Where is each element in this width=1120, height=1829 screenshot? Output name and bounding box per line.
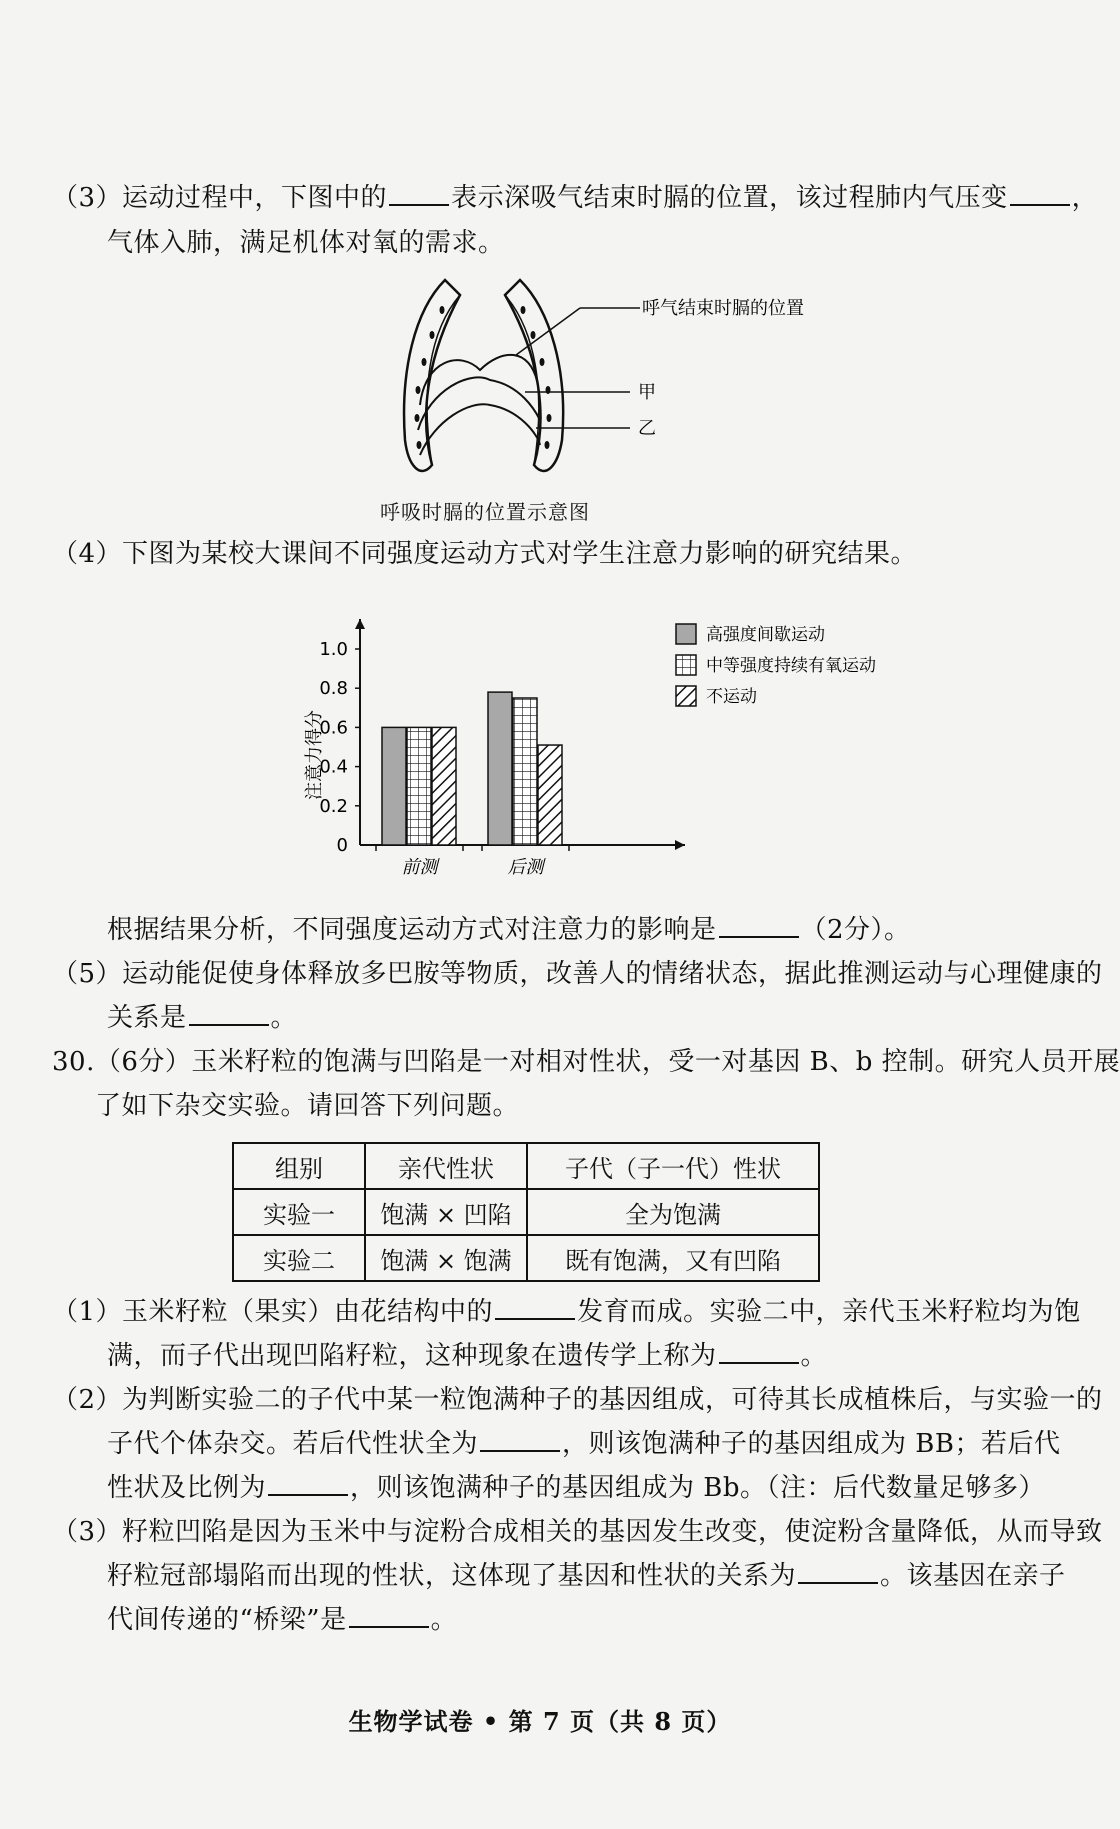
diaphragm-yi-curve	[420, 404, 540, 455]
legend-label: 中等强度持续有氧运动	[706, 656, 876, 676]
y-ticks	[319, 639, 360, 856]
cross-experiment-table	[232, 1142, 820, 1282]
diaphragm-figure	[390, 270, 850, 490]
answer-blank[interactable]	[268, 1470, 348, 1496]
y-tick-label: 0.4	[319, 756, 348, 778]
q30-number: 30.	[52, 1047, 95, 1077]
label-yi: 乙	[638, 418, 656, 439]
y-tick-label: 0.6	[319, 717, 348, 739]
bar	[538, 745, 562, 845]
q30-3-line2: 籽粒冠部塌陷而出现的性状，这体现了基因和性状的关系为 。该基因在亲子	[107, 1558, 1066, 1594]
y-tick-label: 1.0	[319, 639, 348, 660]
table-row: 实验一 饱满 × 凹陷 全为饱满	[233, 1189, 819, 1235]
legend-label: 高强度间歇运动	[706, 625, 825, 645]
q29-5-line1: （5）运动能促使身体释放多巴胺等物质，改善人的情绪状态，据此推测运动与心理健康的	[52, 959, 1103, 989]
attention-bar-chart	[290, 595, 930, 905]
y-tick-label: 0.2	[319, 795, 348, 817]
answer-blank[interactable]	[480, 1426, 560, 1452]
y-axis-arrow	[355, 619, 365, 629]
diaphragm-caption: 呼吸时膈的位置示意图	[380, 500, 590, 524]
q30-2-line3: 性状及比例为 ，则该饱满种子的基因组成为 Bb。（注：后代数量足够多）	[107, 1470, 1045, 1506]
x-category-label: 后测	[507, 857, 544, 878]
legend-swatch	[676, 686, 696, 706]
legend-swatch	[676, 655, 696, 675]
y-tick-label: 0	[336, 835, 348, 856]
bar	[407, 727, 431, 845]
q29-3-line1: （3）运动过程中，下图中的 表示深吸气结束时膈的位置，该过程肺内气压变 ，	[52, 180, 1098, 216]
table-header-row: 组别 亲代性状 子代（子一代）性状	[233, 1143, 819, 1189]
q30-line2: 了如下杂交实验。请回答下列问题。	[95, 1091, 520, 1121]
label-jia: 甲	[638, 382, 656, 403]
answer-blank[interactable]	[389, 180, 449, 206]
answer-blank[interactable]	[719, 912, 799, 938]
q29-3-prefix: （3）	[52, 183, 123, 213]
q30-2-line1: （2）为判断实验二的子代中某一粒饱满种子的基因组成，可待其长成植株后，与实验一的	[52, 1385, 1103, 1415]
y-axis-label: 注意力得分	[304, 710, 325, 800]
x-category-label: 前测	[401, 857, 438, 878]
answer-blank[interactable]	[189, 1000, 269, 1026]
q29-4-analysis: 根据结果分析，不同强度运动方式对注意力的影响是 （2分）。	[107, 912, 911, 948]
bar	[382, 727, 406, 845]
legend-label: 不运动	[706, 687, 757, 707]
q29-5-line2: 关系是 。	[107, 1000, 297, 1036]
answer-blank[interactable]	[349, 1602, 429, 1628]
legend-swatch	[676, 624, 696, 644]
q30-1-line2: 满，而子代出现凹陷籽粒，这种现象在遗传学上称为 。	[107, 1338, 827, 1374]
y-tick-label: 0.8	[319, 678, 348, 700]
legend	[676, 624, 876, 707]
label-exhale-position: 呼气结束时膈的位置	[642, 298, 804, 319]
q30-3-line1: （3）籽粒凹陷是因为玉米中与淀粉合成相关的基因发生改变，使淀粉含量降低，从而导致	[52, 1517, 1103, 1547]
q29-3-line2: 气体入肺，满足机体对氧的需求。	[107, 228, 505, 258]
bar	[432, 727, 456, 845]
page-footer: 生物学试卷 • 第 7 页（共 8 页）	[348, 1707, 732, 1736]
answer-blank[interactable]	[719, 1338, 799, 1364]
x-categories	[376, 845, 569, 878]
answer-blank[interactable]	[1010, 180, 1070, 206]
bar	[488, 692, 512, 845]
table-row: 实验二 饱满 × 饱满 既有饱满，又有凹陷	[233, 1235, 819, 1281]
q30-line1: 30.（6分）玉米籽粒的饱满与凹陷是一对相对性状，受一对基因 B、b 控制。研究人员开展	[52, 1047, 1120, 1077]
answer-blank[interactable]	[798, 1558, 878, 1584]
bar	[513, 698, 537, 845]
q30-2-line2: 子代个体杂交。若后代性状全为 ，则该饱满种子的基因组成为 BB；若后代	[107, 1426, 1061, 1462]
answer-blank[interactable]	[495, 1294, 575, 1320]
q30-3-line3: 代间传递的“桥梁”是 。	[107, 1602, 457, 1638]
bars	[382, 692, 562, 845]
q29-4-line: （4）下图为某校大课间不同强度运动方式对学生注意力影响的研究结果。	[52, 539, 918, 569]
x-axis-arrow	[675, 840, 685, 850]
q30-1-line1: （1）玉米籽粒（果实）由花结构中的 发育而成。实验二中，亲代玉米籽粒均为饱	[52, 1294, 1081, 1330]
